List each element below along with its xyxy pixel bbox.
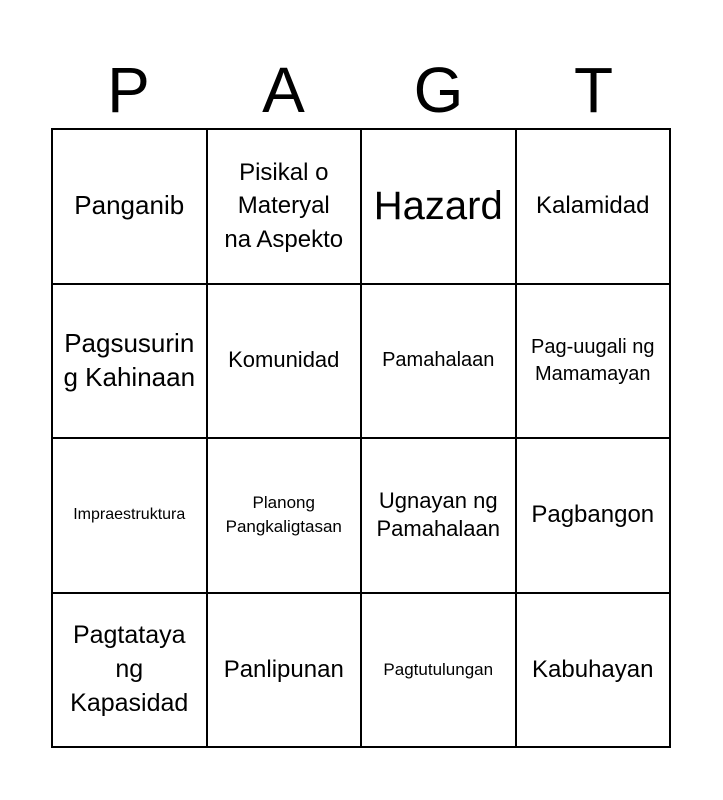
bingo-cell[interactable]	[53, 594, 208, 749]
bingo-cell[interactable]	[362, 130, 517, 285]
bingo-cell[interactable]	[362, 285, 517, 440]
cell-text: Pag-uugali ng Mamamayan	[531, 335, 655, 385]
header-letter: T	[573, 54, 614, 126]
cell-text: Panlipunan	[223, 655, 344, 683]
bingo-cell[interactable]	[517, 594, 672, 749]
cell-text: Pagtataya ng Kapasidad	[70, 621, 189, 717]
bingo-cell[interactable]	[53, 130, 208, 285]
cell-text: Planong Pangkaligtasan	[225, 493, 342, 537]
cell-text: Komunidad	[228, 347, 340, 373]
cell-text: Pagtutulungan	[383, 659, 494, 679]
cell-text: Pagsusuring Kahinaan	[63, 327, 196, 392]
cell-text: Impraestruktura	[73, 506, 186, 524]
cell-text: Panganib	[74, 190, 185, 221]
bingo-grid	[51, 128, 671, 748]
bingo-cell[interactable]	[208, 594, 363, 749]
bingo-cell[interactable]	[208, 130, 363, 285]
cell-text: Pagbangon	[531, 501, 655, 529]
bingo-cell[interactable]	[362, 594, 517, 749]
bingo-cell[interactable]	[517, 285, 672, 440]
bingo-cell[interactable]	[517, 130, 672, 285]
cell-text: Pisikal o Materyal na Aspekto	[224, 158, 344, 254]
header-letter: P	[107, 54, 150, 126]
bingo-cell[interactable]	[53, 285, 208, 440]
cell-text: Hazard	[373, 184, 503, 229]
bingo-cell[interactable]	[208, 439, 363, 594]
bingo-cell[interactable]	[362, 439, 517, 594]
cell-text: Ugnayan ng Pamahalaan	[376, 487, 501, 542]
header-letter: A	[262, 54, 305, 126]
bingo-cell[interactable]	[208, 285, 363, 440]
header-letter: G	[413, 54, 464, 126]
cell-text: Kabuhayan	[532, 655, 654, 683]
bingo-cell[interactable]	[53, 439, 208, 594]
cell-text: Pamahalaan	[382, 349, 495, 372]
cell-text: Kalamidad	[536, 192, 650, 220]
bingo-header	[51, 52, 671, 128]
bingo-cell[interactable]	[517, 439, 672, 594]
